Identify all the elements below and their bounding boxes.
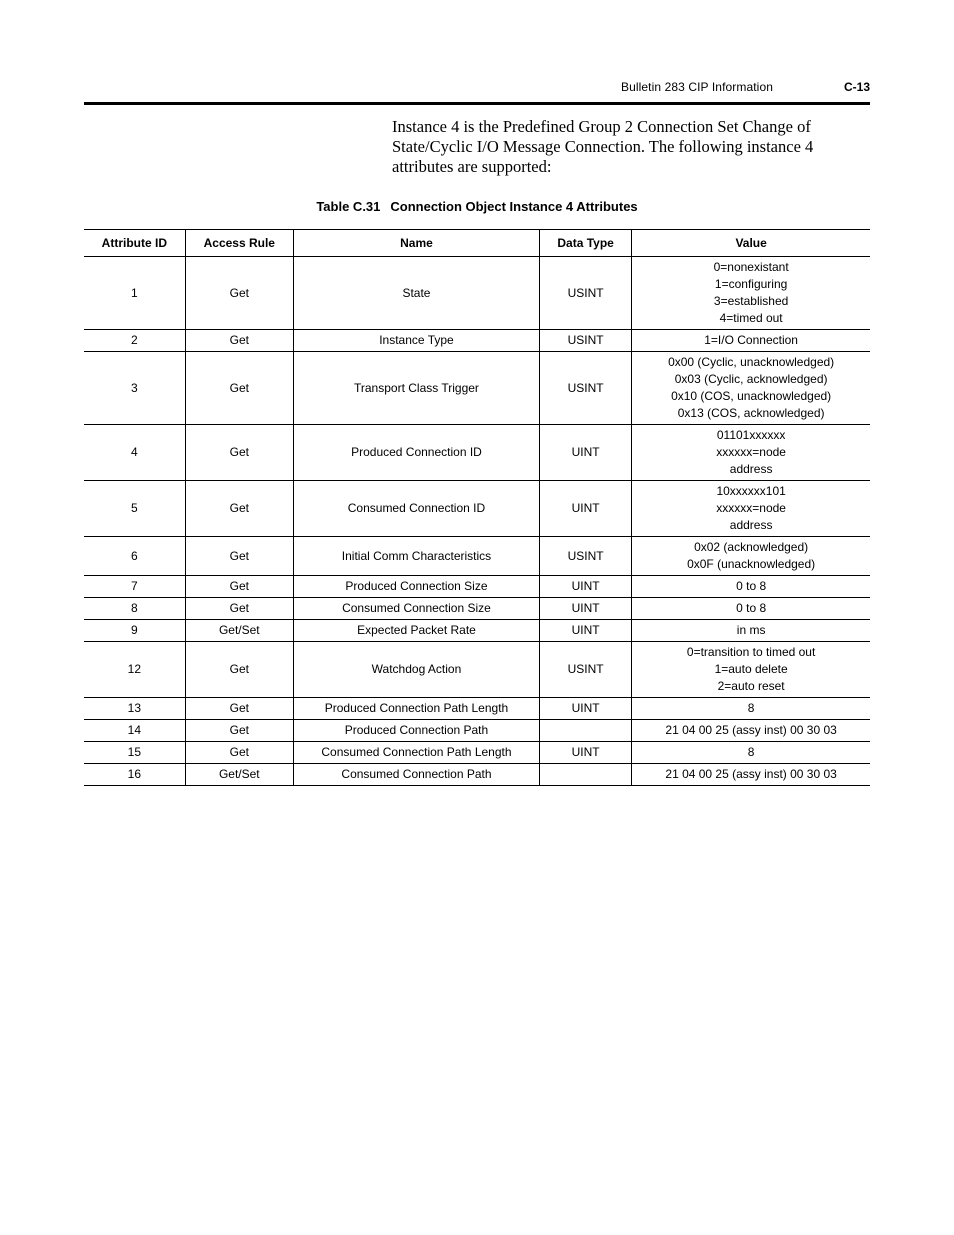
table-row [84, 481, 870, 537]
value-line: 4=timed out [719, 311, 783, 325]
cell-attribute-id: 5 [84, 481, 185, 537]
cell-name: Produced Connection Path Length [293, 698, 539, 720]
cell-name: Transport Class Trigger [293, 352, 539, 425]
table-caption [84, 199, 870, 214]
value-line: 0x13 (COS, acknowledged) [677, 406, 825, 420]
table-row [84, 742, 870, 764]
table-row [84, 576, 870, 598]
cell-data-type: UINT [540, 425, 632, 481]
cell-data-type: UINT [540, 742, 632, 764]
cell-data-type: UINT [540, 698, 632, 720]
cell-attribute-id: 2 [84, 330, 185, 352]
table-row [84, 620, 870, 642]
table-body [84, 257, 870, 786]
cell-name: Produced Connection Path [293, 720, 539, 742]
cell-data-type: USINT [540, 537, 632, 576]
cell-value [632, 698, 870, 720]
cell-name: Consumed Connection ID [293, 481, 539, 537]
cell-attribute-id: 1 [84, 257, 185, 330]
cell-access-rule: Get [185, 537, 293, 576]
value-line: 3=established [713, 294, 789, 308]
cell-access-rule: Get [185, 698, 293, 720]
cell-attribute-id: 8 [84, 598, 185, 620]
page-header [84, 80, 870, 98]
attributes-table [84, 229, 870, 786]
table-row [84, 598, 870, 620]
cell-data-type [540, 764, 632, 786]
cell-name: Produced Connection ID [293, 425, 539, 481]
cell-value [632, 742, 870, 764]
cell-name: Watchdog Action [293, 642, 539, 698]
value-line: 0x03 (Cyclic, acknowledged) [674, 372, 828, 386]
value-line: 1=configuring [714, 277, 788, 291]
value-line: 0x10 (COS, unacknowledged) [671, 389, 832, 403]
cell-access-rule: Get [185, 481, 293, 537]
value-line: address [729, 518, 773, 532]
cell-attribute-id: 6 [84, 537, 185, 576]
cell-attribute-id: 4 [84, 425, 185, 481]
page-number: C-13 [843, 80, 870, 94]
cell-name: Produced Connection Size [293, 576, 539, 598]
table-row [84, 537, 870, 576]
cell-data-type: USINT [540, 352, 632, 425]
cell-data-type: USINT [540, 257, 632, 330]
cell-access-rule: Get [185, 425, 293, 481]
cell-name: Consumed Connection Path Length [293, 742, 539, 764]
cell-access-rule: Get [185, 352, 293, 425]
cell-name: Expected Packet Rate [293, 620, 539, 642]
cell-value [632, 257, 870, 330]
cell-attribute-id: 13 [84, 698, 185, 720]
value-line: 0x00 (Cyclic, unacknowledged) [668, 355, 835, 369]
table-row [84, 642, 870, 698]
cell-data-type: UINT [540, 620, 632, 642]
cell-value [632, 425, 870, 481]
cell-value [632, 720, 870, 742]
value-line: 2=auto reset [717, 679, 785, 693]
column-header-access-rule: Access Rule [185, 230, 293, 257]
cell-name: Instance Type [293, 330, 539, 352]
cell-data-type: UINT [540, 598, 632, 620]
cell-value [632, 642, 870, 698]
value-line: 0x02 (acknowledged) [694, 540, 809, 554]
value-line: 01101xxxxxx [716, 428, 786, 442]
header-rule [84, 102, 870, 105]
table-row [84, 764, 870, 786]
cell-value [632, 537, 870, 576]
value-line: 0 to 8 [736, 601, 767, 615]
value-line: xxxxxx=node [716, 445, 786, 459]
value-line: 0x0F (unacknowledged) [687, 557, 816, 571]
cell-name: State [293, 257, 539, 330]
cell-attribute-id: 3 [84, 352, 185, 425]
cell-value [632, 481, 870, 537]
cell-attribute-id: 7 [84, 576, 185, 598]
cell-access-rule: Get [185, 330, 293, 352]
cell-value [632, 576, 870, 598]
cell-value [632, 330, 870, 352]
table-row [84, 720, 870, 742]
cell-access-rule: Get [185, 742, 293, 764]
header-bulletin-title: Bulletin 283 CIP Information [621, 80, 773, 94]
cell-name: Consumed Connection Path [293, 764, 539, 786]
cell-data-type: USINT [540, 642, 632, 698]
cell-name: Consumed Connection Size [293, 598, 539, 620]
value-line: 8 [747, 701, 755, 715]
value-line: xxxxxx=node [716, 501, 786, 515]
column-header-name: Name [293, 230, 539, 257]
cell-access-rule: Get [185, 642, 293, 698]
cell-data-type: UINT [540, 576, 632, 598]
column-header-data-type: Data Type [540, 230, 632, 257]
cell-value [632, 620, 870, 642]
cell-access-rule: Get [185, 720, 293, 742]
value-line: address [729, 462, 773, 476]
value-line: 1=auto delete [714, 662, 788, 676]
value-line: 1=I/O Connection [704, 333, 798, 347]
cell-access-rule: Get [185, 598, 293, 620]
cell-access-rule: Get/Set [185, 764, 293, 786]
cell-attribute-id: 9 [84, 620, 185, 642]
value-line: 0=nonexistant [713, 260, 789, 274]
table-caption-number: Table C.31 [316, 199, 381, 214]
cell-attribute-id: 15 [84, 742, 185, 764]
value-line: 0=transition to timed out [686, 645, 816, 659]
cell-data-type: USINT [540, 330, 632, 352]
cell-value [632, 352, 870, 425]
value-line: 21 04 00 25 (assy inst) 00 30 03 [665, 723, 837, 737]
table-row [84, 257, 870, 330]
column-header-attribute-id: Attribute ID [84, 230, 185, 257]
cell-access-rule: Get [185, 576, 293, 598]
intro-paragraph: Instance 4 is the Predefined Group 2 Connection Set Change of State/Cyclic I/O Message Connection. The following instance 4 attributes are supported: [392, 117, 814, 176]
cell-attribute-id: 14 [84, 720, 185, 742]
cell-access-rule: Get/Set [185, 620, 293, 642]
value-line: 8 [747, 745, 755, 759]
table-row [84, 425, 870, 481]
table-header-row [84, 230, 870, 257]
cell-attribute-id: 16 [84, 764, 185, 786]
table-caption-text: Connection Object Instance 4 Attributes [390, 199, 638, 214]
table-row [84, 352, 870, 425]
value-line: 0 to 8 [736, 579, 767, 593]
cell-attribute-id: 12 [84, 642, 185, 698]
table-row [84, 698, 870, 720]
cell-value [632, 764, 870, 786]
cell-access-rule: Get [185, 257, 293, 330]
table-row [84, 330, 870, 352]
cell-data-type [540, 720, 632, 742]
cell-data-type: UINT [540, 481, 632, 537]
column-header-value: Value [632, 230, 870, 257]
value-line: 21 04 00 25 (assy inst) 00 30 03 [665, 767, 837, 781]
cell-value [632, 598, 870, 620]
value-line: in ms [736, 623, 766, 637]
cell-name: Initial Comm Characteristics [293, 537, 539, 576]
value-line: 10xxxxxx101 [716, 484, 786, 498]
